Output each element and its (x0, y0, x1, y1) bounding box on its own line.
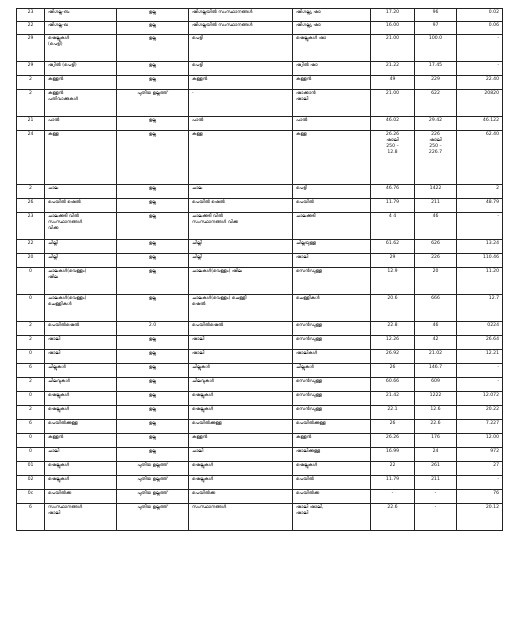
row-index-cell: 0 (17, 392, 45, 406)
item-name-cell: പെയിൽക്ക (45, 490, 117, 504)
category-cell: 2.0 (117, 322, 189, 336)
value-1-cell: - (371, 490, 415, 504)
value-1-cell: 26.92 (371, 350, 415, 364)
table-row (17, 336, 503, 350)
description-cell: ചാലകൾ(വെള്ളം) ഷില (189, 268, 293, 295)
value-3-cell: 972 (457, 448, 503, 462)
region-cell: സെൻഡുള്ള (293, 406, 371, 420)
value-1-cell: 61.62 (371, 240, 415, 254)
region-cell: ഷെല്ലുകൾ ഷാ (293, 35, 371, 62)
region-cell: കള്ള (293, 131, 371, 185)
region-cell: ചെള്ളികൾ (293, 295, 371, 322)
description-cell: കള്ള (189, 131, 293, 185)
data-table (16, 8, 503, 531)
row-index-cell: 6 (17, 504, 45, 531)
value-2-cell: 100.0 (415, 35, 457, 62)
value-2-cell: 666 (415, 295, 457, 322)
value-2-cell: 609 (415, 378, 457, 392)
value-3-cell: - (457, 62, 503, 76)
category-cell: പുതിയ ഉല്ലത്ത് (117, 490, 189, 504)
value-1-cell: 26 (371, 364, 415, 378)
description-cell: പെട്ടി (189, 62, 293, 76)
value-2-cell: 24 (415, 448, 457, 462)
value-2-cell: 146.7 (415, 364, 457, 378)
value-2-cell: 97 (415, 22, 457, 35)
value-1-cell: 20.6 (371, 295, 415, 322)
row-index-cell: 20 (17, 254, 45, 268)
description-cell: പെയിൽ ഷെൽ (189, 199, 293, 213)
description-cell: കള്ളൻ (189, 434, 293, 448)
value-1-cell: 12.9 (371, 268, 415, 295)
item-name-cell: ചാലകൾ(വെള്ളം) ചെള്ളികൾ (45, 295, 117, 322)
region-cell: ചില്ലയുള്ള (293, 240, 371, 254)
value-1-cell: 29 (371, 254, 415, 268)
table-row (17, 268, 503, 295)
row-index-cell: 2 (17, 90, 45, 117)
description-cell: ചിലവുകൾ (189, 378, 293, 392)
table-row (17, 35, 503, 62)
value-3-cell: 110.46 (457, 254, 503, 268)
region-cell: കള്ളൻ (293, 76, 371, 90)
value-1-cell: 49 (371, 76, 415, 90)
value-2-cell: 46 (415, 322, 457, 336)
item-name-cell: ഷാലി (45, 336, 117, 350)
region-cell: ഷാലി (293, 254, 371, 268)
value-3-cell: 22.40 (457, 76, 503, 90)
description-cell: പെയിൽക്കുള്ള (189, 420, 293, 434)
category-cell: ഉല്ല (117, 420, 189, 434)
row-index-cell: 0 (17, 350, 45, 364)
table-row (17, 378, 503, 392)
item-name-cell: ചാലി (45, 448, 117, 462)
table-row (17, 76, 503, 90)
category-cell: ഉല്ല (117, 131, 189, 185)
value-1-cell: 22.6 (371, 504, 415, 531)
value-1-cell: 11.79 (371, 199, 415, 213)
value-1-cell: 21.00 (371, 90, 415, 117)
value-2-cell: 211 (415, 476, 457, 490)
item-name-cell: ഷെല്ലുകൾ (45, 392, 117, 406)
value-3-cell: 11.20 (457, 268, 503, 295)
value-2-cell: 1422 (415, 185, 457, 199)
item-name-cell: ചിലവുകൾ (45, 378, 117, 392)
value-1-cell: 26.26 (371, 434, 415, 448)
row-index-cell: 0 (17, 295, 45, 322)
category-cell: ഉല്ല (117, 392, 189, 406)
category-cell: പുതിയ ഉല്ലത്ത് (117, 90, 189, 117)
value-1-cell: 46.76 (371, 185, 415, 199)
data-table-page (16, 8, 502, 616)
description-cell: പെയിൽഷെൽ (189, 322, 293, 336)
category-cell: ഉല്ല (117, 240, 189, 254)
item-name-cell: പെയിൽക്കുള്ള (45, 420, 117, 434)
category-cell: പുതിയ ഉല്ലത്ത് (117, 476, 189, 490)
value-2-cell: 96 (415, 9, 457, 22)
row-index-cell: 2 (17, 336, 45, 350)
region-cell: ഷെല്ലുകൾ (293, 462, 371, 476)
category-cell: പുതിയ ഉല്ലത്ത് (117, 504, 189, 531)
region-cell: പെയിൽക്ക (293, 490, 371, 504)
item-name-cell: ഷെല്ലുകൾ (45, 462, 117, 476)
table-row (17, 90, 503, 117)
region-cell: പാൽ (293, 117, 371, 131)
value-3-cell: 12.072 (457, 392, 503, 406)
row-index-cell: 0c (17, 490, 45, 504)
row-index-cell: 2 (17, 76, 45, 90)
table-row (17, 9, 503, 22)
region-cell: കള്ളൻ (293, 434, 371, 448)
item-name-cell: ഷിഗല്ല-ബ (45, 9, 117, 22)
item-name-cell: കള്ളൻ (45, 434, 117, 448)
category-cell: പുതിയ ഉല്ലത്ത് (117, 462, 189, 476)
value-2-cell: 626 (415, 240, 457, 254)
row-index-cell: 6 (17, 420, 45, 434)
row-index-cell: 26 (17, 199, 45, 213)
row-index-cell: 02 (17, 476, 45, 490)
value-2-cell: 46 (415, 213, 457, 240)
row-index-cell: 01 (17, 462, 45, 476)
category-cell: ഉല്ല (117, 199, 189, 213)
region-cell: ചില്ലുകൾ (293, 364, 371, 378)
table-row (17, 295, 503, 322)
table-body (17, 9, 503, 531)
value-2-cell: 226 (415, 254, 457, 268)
value-3-cell: 20820 (457, 90, 503, 117)
category-cell: ഉല്ല (117, 76, 189, 90)
description-cell: പെട്ടി (189, 35, 293, 62)
description-cell: ഷിഗല്ലയിൽ സംസ്ഥാനങ്ങൾ (189, 9, 293, 22)
value-3-cell: 26.64 (457, 336, 503, 350)
value-1-cell: 21.00 (371, 35, 415, 62)
table-row (17, 392, 503, 406)
row-index-cell: 21 (17, 117, 45, 131)
table-row (17, 504, 503, 531)
region-cell: ഷാക്കാൻ ഷാലി (293, 90, 371, 117)
row-index-cell: 2 (17, 322, 45, 336)
item-name-cell: സംസ്ഥാനങ്ങൾ ഷാലി (45, 504, 117, 531)
value-1-cell: 22.1 (371, 406, 415, 420)
value-3-cell: - (457, 378, 503, 392)
category-cell: ഉല്ല (117, 364, 189, 378)
value-3-cell: 76 (457, 490, 503, 504)
table-row (17, 254, 503, 268)
item-name-cell: ഷ്വിൽ (പെട്ടി) (45, 62, 117, 76)
row-index-cell: 23 (17, 213, 45, 240)
item-name-cell: ഷാലി (45, 350, 117, 364)
value-2-cell: 12.6 (415, 406, 457, 420)
region-cell: പെയിൽക്കുള്ള (293, 420, 371, 434)
item-name-cell: ഷിഗല്ല-ഖ (45, 22, 117, 35)
item-name-cell: പെയിൽ ഷെൽ (45, 199, 117, 213)
value-1-cell: 60.66 (371, 378, 415, 392)
item-name-cell: ചില്ലുകൾ (45, 364, 117, 378)
category-cell: ഉല്ല (117, 434, 189, 448)
category-cell: ഉല്ല (117, 62, 189, 76)
value-3-cell: 7.227 (457, 420, 503, 434)
table-row (17, 199, 503, 213)
value-3-cell: 20.22 (457, 406, 503, 420)
table-row (17, 448, 503, 462)
description-cell: ചില്ലി (189, 240, 293, 254)
description-cell: ഷാലി (189, 350, 293, 364)
table-row (17, 420, 503, 434)
description-cell: പാൽ (189, 117, 293, 131)
region-cell: ഷിഗല്ല്യ ഷാ (293, 9, 371, 22)
table-row (17, 462, 503, 476)
region-cell: ഷാലികൾ (293, 350, 371, 364)
value-2-cell: - (415, 490, 457, 504)
description-cell: ചില്ലി (189, 254, 293, 268)
region-cell: ചാലക്കുടി (293, 213, 371, 240)
category-cell: ഉല്ല (117, 213, 189, 240)
row-index-cell: 22 (17, 22, 45, 35)
table-row (17, 22, 503, 35)
value-1-cell: 26 (371, 420, 415, 434)
category-cell: ഉല്ല (117, 9, 189, 22)
item-name-cell: ചാല (45, 185, 117, 199)
region-cell: പെട്ടി (293, 185, 371, 199)
description-cell: ചില്ലുകൾ (189, 364, 293, 378)
value-1-cell: 16.99 (371, 448, 415, 462)
table-row (17, 185, 503, 199)
value-3-cell: 0.02 (457, 9, 503, 22)
value-3-cell: 12.7 (457, 295, 503, 322)
value-2-cell: 229 (415, 76, 457, 90)
region-cell: ഷാലിക്കുള്ള (293, 448, 371, 462)
value-1-cell: 17.20 (371, 9, 415, 22)
value-2-cell: 622 (415, 90, 457, 117)
value-2-cell: 176 (415, 434, 457, 448)
value-3-cell: 0.06 (457, 22, 503, 35)
region-cell: സെൻഡുള്ള (293, 392, 371, 406)
item-name-cell: ചാലകൾ(വെള്ളം) ഷില (45, 268, 117, 295)
region-cell: ഷ്വിൽ ഷാ (293, 62, 371, 76)
row-index-cell: 22 (17, 240, 45, 254)
description-cell: ഷെല്ലുകൾ (189, 392, 293, 406)
value-1-cell: 46.02 (371, 117, 415, 131)
table-row (17, 406, 503, 420)
category-cell: ഉല്ല (117, 406, 189, 420)
item-name-cell: ഷെല്ലുകൾ (45, 406, 117, 420)
value-1-cell: 22 (371, 462, 415, 476)
value-3-cell: - (457, 476, 503, 490)
category-cell: ഉല്ല (117, 350, 189, 364)
value-3-cell: 62.40 (457, 131, 503, 185)
row-index-cell: 29 (17, 35, 45, 62)
value-1-cell: 16.00 (371, 22, 415, 35)
table-row (17, 364, 503, 378)
category-cell: ഉല്ല (117, 268, 189, 295)
category-cell: ഉല്ല (117, 35, 189, 62)
value-3-cell: 46.122 (457, 117, 503, 131)
description-cell: ഷിഗല്ലയിൽ സംസ്ഥാനങ്ങൾ (189, 22, 293, 35)
row-index-cell: 29 (17, 62, 45, 76)
description-cell: - (189, 90, 293, 117)
value-3-cell: 0224 (457, 322, 503, 336)
description-cell: ഷാലി (189, 336, 293, 350)
category-cell: ഉല്ല (117, 336, 189, 350)
region-cell: ഷാലി ഷാലി, ഷാലി (293, 504, 371, 531)
value-2-cell: 22.6 (415, 420, 457, 434)
description-cell: ചാലകൾ(വെള്ളം) ചെള്ളി ഷെൽ (189, 295, 293, 322)
description-cell: ഷെല്ലുകൾ (189, 406, 293, 420)
description-cell: ചാല (189, 185, 293, 199)
item-name-cell: ഷെല്ലുകൾ (പെട്ടി) (45, 35, 117, 62)
table-row (17, 322, 503, 336)
value-3-cell: 48.79 (457, 199, 503, 213)
table-row (17, 490, 503, 504)
value-2-cell: 1222 (415, 392, 457, 406)
item-name-cell: ചില്ലി (45, 254, 117, 268)
value-1-cell: 26.26 ഷാലി 250 – 12.8 (371, 131, 415, 185)
value-1-cell: 12.26 (371, 336, 415, 350)
region-cell: പെയിൽ (293, 476, 371, 490)
value-3-cell: 13.24 (457, 240, 503, 254)
value-2-cell: 42 (415, 336, 457, 350)
row-index-cell: 23 (17, 9, 45, 22)
table-row (17, 434, 503, 448)
row-index-cell: 24 (17, 131, 45, 185)
value-1-cell: 11.79 (371, 476, 415, 490)
item-name-cell: പെയിൽഷെൽ (45, 322, 117, 336)
region-cell: പെയിൽ (293, 199, 371, 213)
item-name-cell: കള്ള (45, 131, 117, 185)
region-cell: സെൻഡുള്ള (293, 268, 371, 295)
item-name-cell: ചാലക്കുടി വിൽ സംസ്ഥാനങ്ങൾ വിക്ക (45, 213, 117, 240)
region-cell: സെൻഡുള്ള (293, 336, 371, 350)
value-2-cell: 17.45 (415, 62, 457, 76)
description-cell: ചാലക്കുടി വിൽ സംസ്ഥാനങ്ങൾ വിക്ക (189, 213, 293, 240)
category-cell: ഉല്ല (117, 448, 189, 462)
table-row (17, 117, 503, 131)
value-1-cell: 4 4 (371, 213, 415, 240)
value-3-cell: 12.21 (457, 350, 503, 364)
category-cell: ഉല്ല (117, 185, 189, 199)
row-index-cell: 0 (17, 268, 45, 295)
value-2-cell: 29.42 (415, 117, 457, 131)
value-3-cell: - (457, 364, 503, 378)
category-cell: ഉല്ല (117, 295, 189, 322)
value-2-cell: 211 (415, 199, 457, 213)
table-row (17, 131, 503, 185)
value-1-cell: 21.42 (371, 392, 415, 406)
description-cell: ഷെല്ലുകൾ (189, 476, 293, 490)
table-row (17, 213, 503, 240)
item-name-cell: പാൽ (45, 117, 117, 131)
value-2-cell: 20 (415, 268, 457, 295)
category-cell: ഉല്ല (117, 254, 189, 268)
item-name-cell: ഷെല്ലുകൾ (45, 476, 117, 490)
row-index-cell: 0 (17, 448, 45, 462)
item-name-cell: കള്ളൻ പതിവാക്കുകൾ (45, 90, 117, 117)
item-name-cell: ചില്ലി (45, 240, 117, 254)
row-index-cell: 6 (17, 364, 45, 378)
table-row (17, 476, 503, 490)
value-3-cell: 20.12 (457, 504, 503, 531)
row-index-cell: 2 (17, 378, 45, 392)
category-cell: ഉല്ല (117, 22, 189, 35)
row-index-cell: 2 (17, 185, 45, 199)
value-2-cell: 226 ഷാലി 250 – 226.7 (415, 131, 457, 185)
table-row (17, 62, 503, 76)
row-index-cell: 2 (17, 406, 45, 420)
table-row (17, 350, 503, 364)
value-1-cell: 22.8 (371, 322, 415, 336)
region-cell: സെൻഡുള്ള (293, 378, 371, 392)
value-2-cell: - (415, 504, 457, 531)
description-cell: ഷെല്ലുകൾ (189, 462, 293, 476)
value-3-cell: 12.00 (457, 434, 503, 448)
value-1-cell: 21.22 (371, 62, 415, 76)
table-row (17, 240, 503, 254)
value-3-cell: 2 (457, 185, 503, 199)
region-cell: സെൻഡുള്ള (293, 322, 371, 336)
description-cell: ചാലി (189, 448, 293, 462)
description-cell: പെയിൽക്ക (189, 490, 293, 504)
region-cell: ഷിഗല്ല്യ ഷാ (293, 22, 371, 35)
item-name-cell: കള്ളൻ (45, 76, 117, 90)
value-3-cell: - (457, 35, 503, 62)
description-cell: സംസ്ഥാനങ്ങൾ (189, 504, 293, 531)
value-2-cell: 261 (415, 462, 457, 476)
row-index-cell: 0 (17, 434, 45, 448)
value-3-cell: 27 (457, 462, 503, 476)
description-cell: കള്ളൻ (189, 76, 293, 90)
value-2-cell: 21.02 (415, 350, 457, 364)
category-cell: ഉല്ല (117, 378, 189, 392)
value-3-cell: - (457, 213, 503, 240)
category-cell: ഉല്ല (117, 117, 189, 131)
